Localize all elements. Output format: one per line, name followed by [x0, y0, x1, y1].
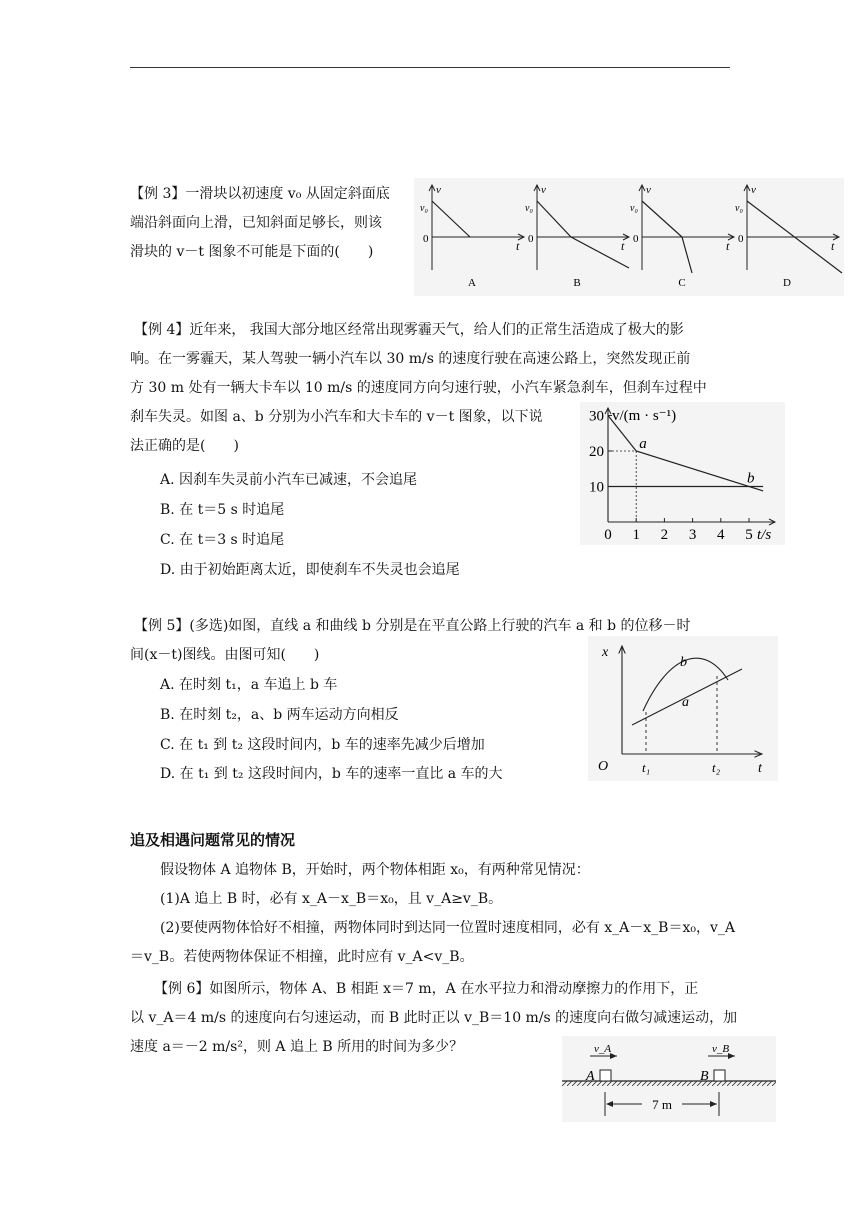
vB-label: v_B — [712, 1043, 730, 1055]
section-line-3: (2)要使两物体恰好不相撞，两物体同时到达同一位置时速度相同，必有 x_A－x_B＝x₀，v_A — [160, 920, 735, 936]
ex6-line-2: 以 v_A＝4 m/s 的速度向右匀速运动，而 B 此时正以 v_B＝10 m/s 的速度向右做匀减速运动，加 — [130, 1010, 738, 1026]
panel-label: C — [678, 277, 686, 289]
zero-label: 0 — [528, 233, 534, 245]
v-label: v — [436, 184, 441, 196]
x-tick-2: 2 — [660, 527, 669, 543]
header-rule — [130, 67, 730, 68]
ex5-option-c: C. 在 t₁ 到 t₂ 这段时间内，b 车的速率先减少后增加 — [160, 737, 485, 753]
series-label-a: a — [639, 436, 647, 452]
ex6-line-1: 【例 6】如图所示，物体 A、B 相距 x＝7 m，A 在水平拉力和滑动摩擦力的作用下，正 — [154, 981, 699, 997]
ex3-vt-graphs — [414, 178, 844, 296]
ex5-line-2: 间(x－t)图线。由图可知( ) — [130, 647, 320, 663]
axis-label-t: t — [758, 761, 762, 776]
ex4-option-c: C. 在 t＝3 s 时追尾 — [160, 532, 285, 548]
ex4-line-5: 法正确的是( ) — [130, 438, 239, 454]
ex4-vt-chart — [580, 402, 785, 545]
t-label: t — [726, 239, 730, 253]
x-axis-label: t/s — [757, 527, 772, 543]
t-label: t — [516, 239, 520, 253]
ex5-option-b: B. 在时刻 t₂，a、b 两车运动方向相反 — [160, 707, 399, 723]
panel-label: A — [468, 277, 476, 289]
section-line-2: (1)A 追上 B 时，必有 x_A－x_B＝x₀，且 v_A≥v_B。 — [160, 891, 503, 907]
zero-label: 0 — [423, 233, 429, 245]
ex4-line-4: 刹车失灵。如图 a、b 分别为小汽车和大卡车的 v－t 图象，以下说 — [130, 409, 543, 425]
ex6-line-3: 速度 a＝－2 m/s²，则 A 追上 B 所用的时间为多少？ — [130, 1039, 464, 1055]
distance-label: 7 m — [652, 1097, 672, 1112]
zero-label: 0 — [633, 233, 639, 245]
ex3-line-3: 滑块的 v－t 图象不可能是下面的( ) — [130, 244, 374, 260]
ex5-xt-graph — [588, 636, 778, 781]
y-tick-10: 10 — [589, 479, 604, 496]
ex3-line-1: 【例 3】一滑块以初速度 v₀ 从固定斜面底 — [130, 186, 390, 202]
ex4-option-d: D. 由于初始距离太近，即使刹车不失灵也会追尾 — [160, 562, 460, 578]
y-axis-label: v/(m · s⁻¹) — [612, 408, 677, 424]
v-label: v — [541, 184, 546, 196]
v-label: v — [646, 184, 651, 196]
x-tick-3: 3 — [688, 527, 697, 543]
ex4-line-1: 【例 4】近年来， 我国大部分地区经常出现雾霾天气，给人们的正常生活造成了极大的影 — [134, 322, 684, 338]
x-tick-0: 0 — [604, 527, 612, 543]
block-a — [600, 1070, 611, 1081]
section-line-1: 假设物体 A 追物体 B，开始时，两个物体相距 x₀，有两种常见情况： — [160, 862, 590, 878]
v0-label: v₀ — [735, 203, 743, 214]
t-label: t — [831, 239, 835, 253]
ex5-option-d: D. 在 t₁ 到 t₂ 这段时间内，b 车的速率一直比 a 车的大 — [160, 766, 503, 782]
x-tick-1: 1 — [632, 527, 640, 543]
label-a: a — [682, 695, 689, 710]
ex5-option-a: A. 在时刻 t₁，a 车追上 b 车 — [160, 677, 338, 693]
v0-label: v₀ — [630, 203, 638, 214]
label-b: b — [680, 655, 687, 670]
block-b — [714, 1070, 725, 1081]
ex5-line-1: 【例 5】(多选)如图，直线 a 和曲线 b 分别是在平直公路上行驶的汽车 a 和 b 的位移－时 — [134, 618, 691, 634]
ex4-line-2: 响。在一雾霾天，某人驾驶一辆小汽车以 30 m/s 的速度行驶在高速公路上，突然发现正前 — [130, 351, 691, 367]
x-tick-4: 4 — [717, 527, 725, 543]
v0-label: v₀ — [525, 203, 533, 214]
ex4-option-a: A. 因刹车失灵前小汽车已减速，不会追尾 — [160, 472, 418, 488]
section-line-4: ＝v_B。若使两物体保证不相撞，此时应有 v_A<v_B。 — [130, 949, 474, 965]
t2-label: t₂ — [712, 760, 721, 775]
y-tick-20: 20 — [589, 444, 604, 460]
label-B: B — [700, 1069, 709, 1084]
axis-label-x: x — [602, 645, 609, 660]
label-A: A — [586, 1069, 595, 1084]
series-label-b: b — [747, 470, 755, 487]
ex6-figure — [562, 1036, 776, 1122]
x-tick-5: 5 — [745, 527, 753, 543]
vA-label: v_A — [594, 1043, 612, 1055]
section-heading: 追及相遇问题常见的情况 — [130, 831, 296, 849]
ex4-line-3: 方 30 m 处有一辆大卡车以 10 m/s 的速度同方向匀速行驶，小汽车紧急刹车，但刹车过程中 — [130, 380, 707, 396]
v0-label: v₀ — [420, 203, 428, 214]
ex3-line-2: 端沿斜面向上滑，已知斜面足够长，则该 — [130, 215, 382, 231]
origin-label: O — [598, 759, 609, 774]
ex4-option-b: B. 在 t＝5 s 时追尾 — [160, 502, 285, 518]
t1-label: t₁ — [642, 760, 651, 775]
zero-label: 0 — [738, 233, 744, 245]
y-tick-30: 30 — [589, 408, 604, 425]
v-label: v — [751, 184, 756, 196]
panel-label: B — [573, 277, 581, 289]
t-label: t — [621, 239, 625, 253]
panel-label: D — [783, 277, 791, 289]
